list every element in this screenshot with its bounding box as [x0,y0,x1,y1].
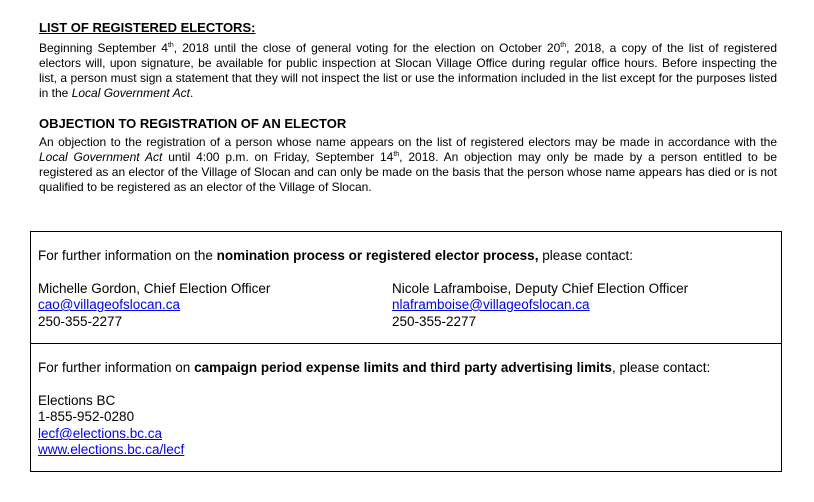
elections-bc-website-link[interactable]: www.elections.bc.ca/lecf [38,442,185,457]
contact2-phone: 250-355-2277 [392,314,477,329]
contact1-name: Michelle Gordon, Chief Election Officer [38,281,271,296]
contact2-name: Nicole Laframboise, Deputy Chief Election Officer [392,281,689,296]
text-run: until 4:00 p.m. on Friday, September 14 [162,150,394,164]
text-bold: nomination process or registered elector process, [216,248,539,263]
contact2-email-link[interactable]: nlaframboise@villageofslocan.ca [392,297,590,312]
act-title: Local Government Act [39,150,163,164]
text-run: , 2018. An objection may only be made by a person entitled to be registered as an elector of the Village of Slocan and can only be made on the basis that the person whose name appears has died or is not qualified to be registered as an elector of the Village of Slocan. [39,150,778,194]
nomination-intro [38,248,633,264]
elections-bc-name: Elections BC [38,393,116,408]
registered-electors-paragraph [39,41,777,101]
contact1-email-link[interactable]: cao@villageofslocan.ca [38,297,181,312]
elections-bc-phone: 1-855-952-0280 [38,409,135,424]
objection-heading: OBJECTION TO REGISTRATION OF AN ELECTOR [39,116,347,131]
text-run: For further information on [38,360,195,375]
text-run: Beginning September 4 [39,41,168,55]
text-run: For further information on the [38,248,217,263]
act-title: Local Government Act [71,86,190,100]
text-bold: campaign period expense limits and third party advertising limits [194,360,612,375]
campaign-contact-box [30,343,782,472]
superscript: th [167,42,174,49]
contact1-phone: 250-355-2277 [38,314,123,329]
text-run: An objection to the registration of a person whose name appears on the list of registered electors may be made in accordance with the [39,135,777,149]
elections-bc-email-link[interactable]: lecf@elections.bc.ca [38,426,163,441]
objection-paragraph [39,135,777,195]
registered-electors-heading: LIST OF REGISTERED ELECTORS: [39,20,256,35]
text-run: please contact: [538,248,634,263]
campaign-intro [38,360,710,376]
nomination-contact-box [30,231,782,344]
text-run: . [189,86,194,100]
text-run: , 2018 until the close of general voting for the election on October 20 [173,41,561,55]
text-run: , 2018, a copy of the list of registered electors will, upon signature, be available for public inspection at Slocan Village Office during regular office hours. Before inspecting the list, a person must sign a statement that they will not inspect the list or use the information included in the list except for the purposes listed in the [39,41,778,100]
superscript: th [393,151,400,158]
superscript: th [560,42,567,49]
text-run: , please contact: [611,360,711,375]
